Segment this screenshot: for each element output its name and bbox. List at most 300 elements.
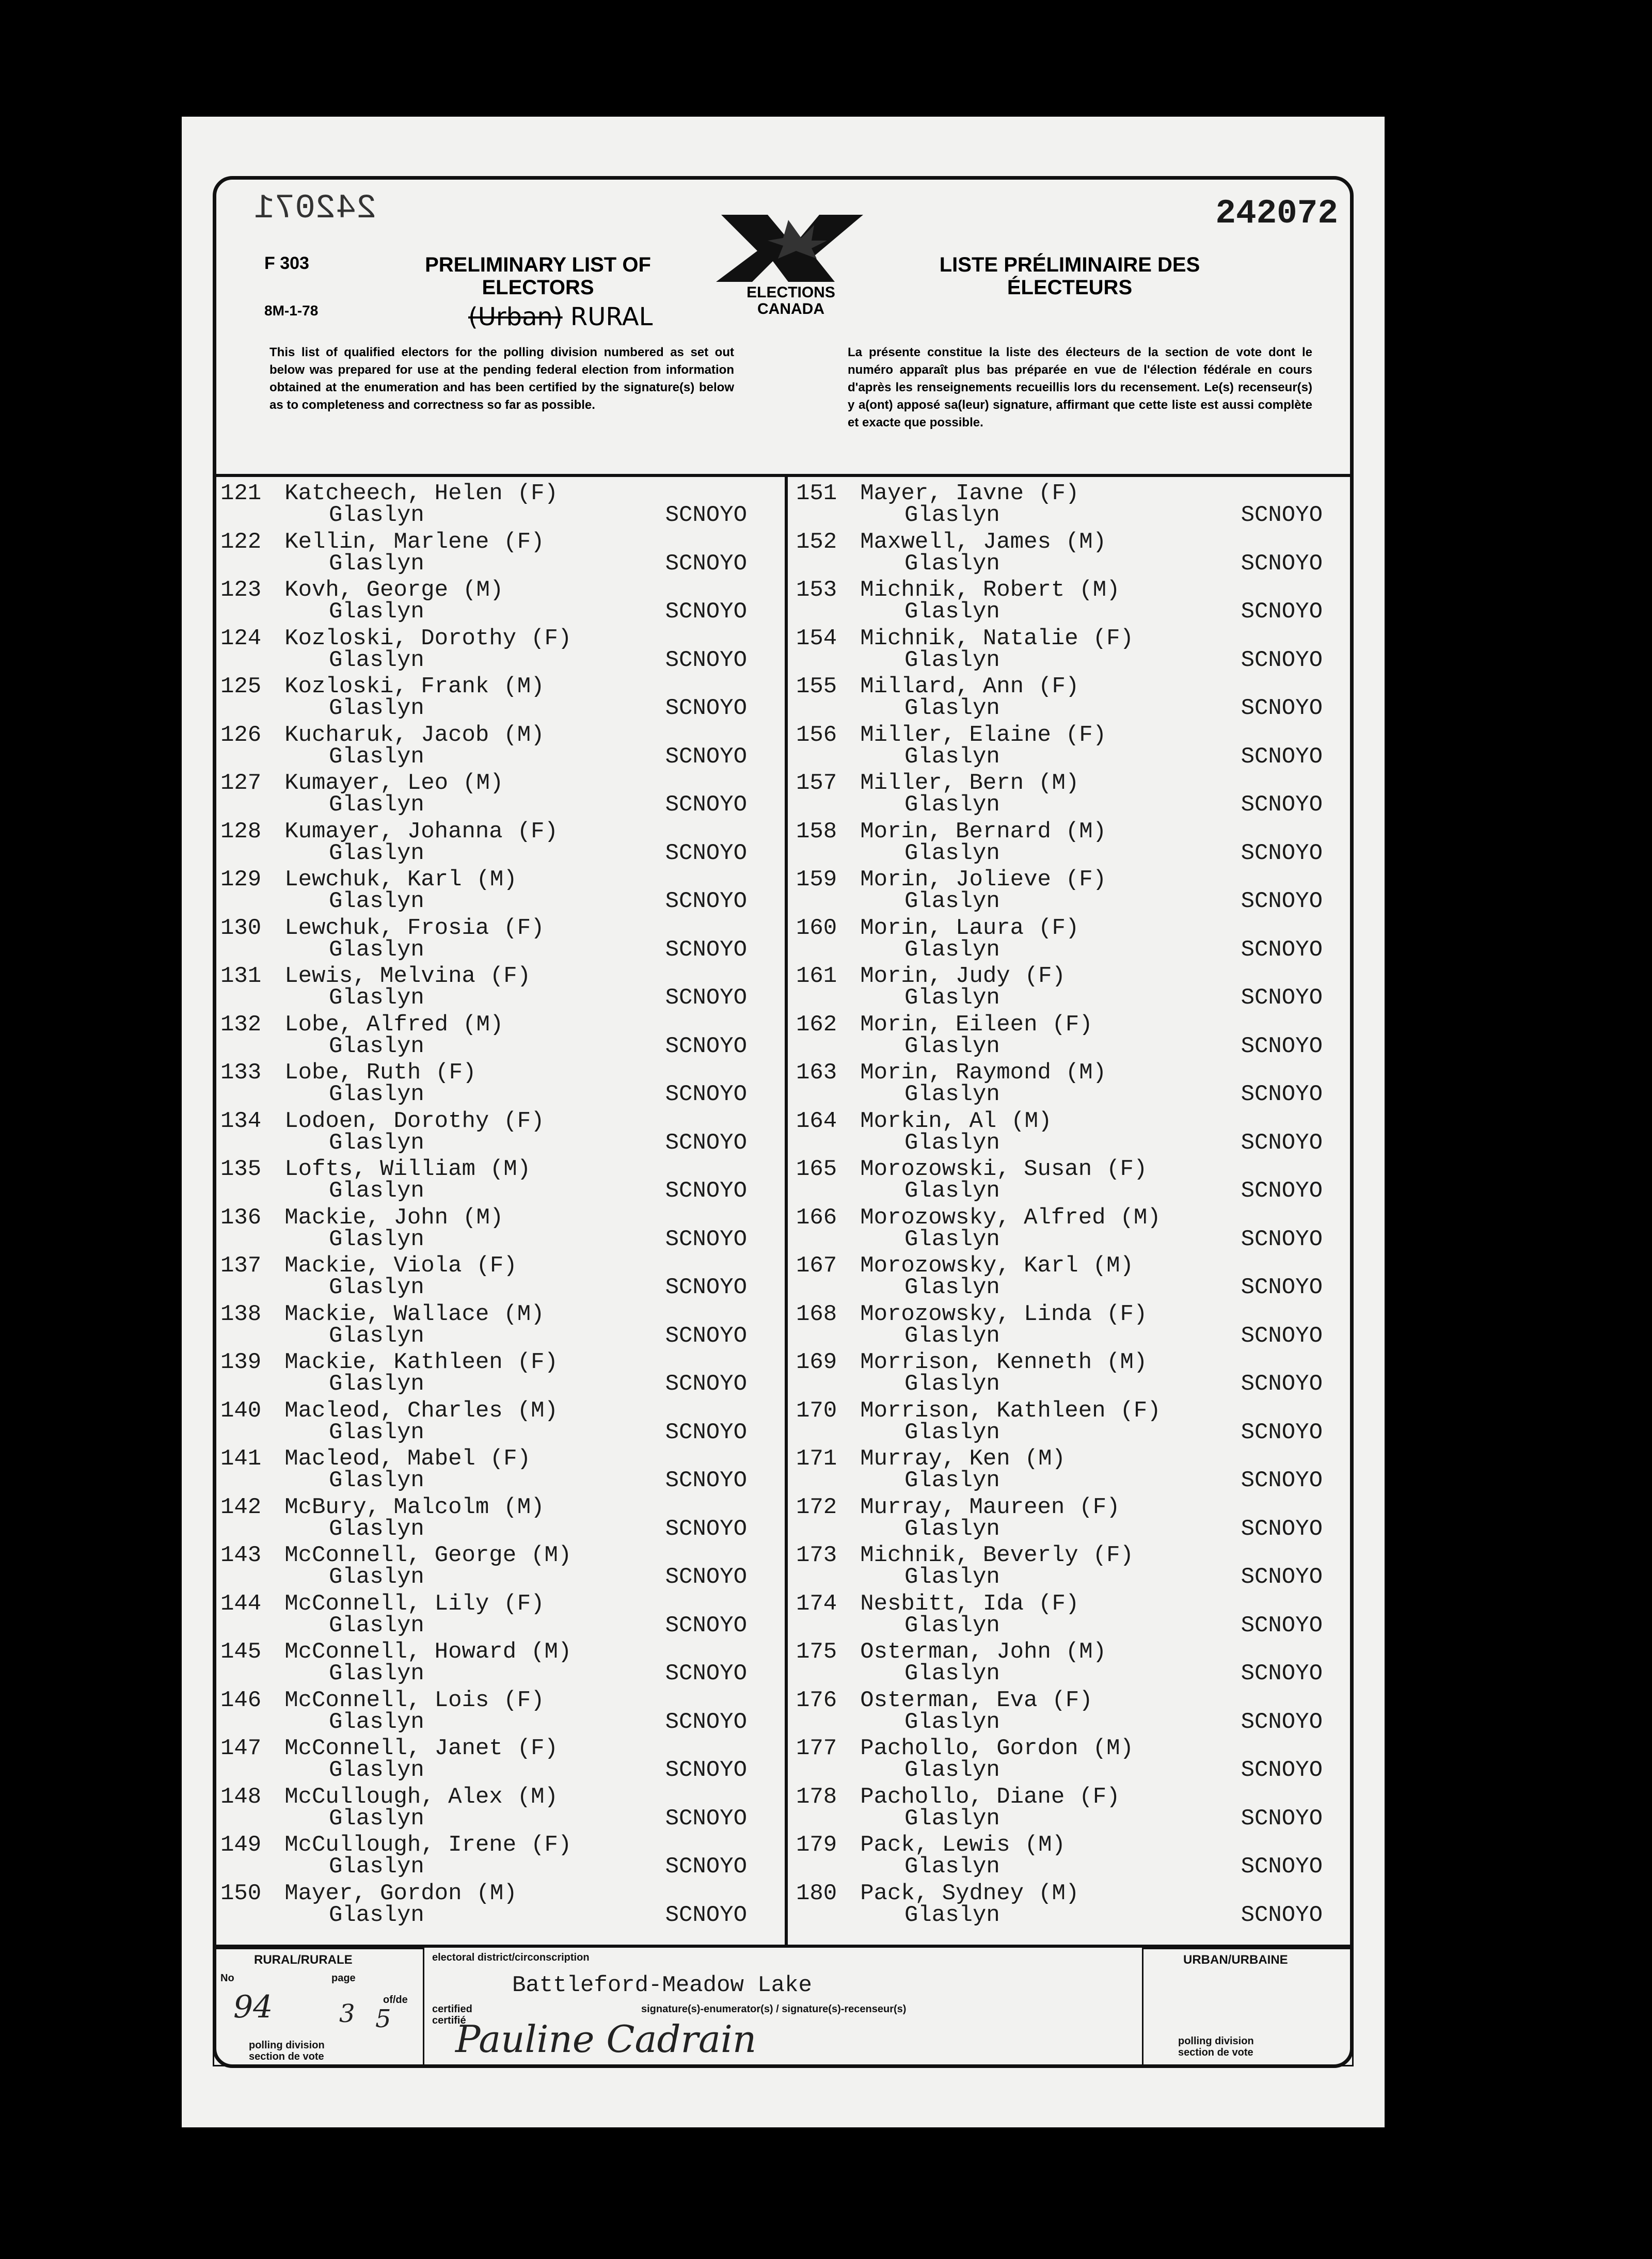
elector-entry	[220, 481, 778, 529]
elector-number: 131	[220, 963, 262, 989]
elector-code: SCNOYO	[665, 1516, 747, 1542]
elector-number: 175	[796, 1639, 837, 1665]
elector-code: SCNOYO	[1241, 1275, 1323, 1300]
elector-address: Glaslyn	[329, 550, 424, 577]
elector-sex: (F)	[517, 1349, 558, 1375]
elector-entry	[796, 867, 1354, 915]
elector-code: SCNOYO	[1241, 1371, 1323, 1397]
elector-number: 146	[220, 1687, 262, 1713]
elector-sex: (M)	[503, 722, 545, 748]
elector-sex: (F)	[435, 1060, 476, 1086]
elector-entry	[220, 1542, 778, 1591]
elector-code: SCNOYO	[665, 936, 747, 963]
elector-code: SCNOYO	[1241, 1081, 1323, 1107]
elector-number: 179	[796, 1832, 837, 1858]
elector-address: Glaslyn	[329, 1468, 424, 1493]
elector-entry	[220, 1832, 778, 1881]
elector-number: 124	[220, 625, 262, 651]
urban-label: URBAN/URBAINE	[1183, 1953, 1288, 1967]
elector-code: SCNOYO	[1241, 840, 1323, 866]
elector-code: SCNOYO	[665, 888, 747, 914]
elector-sex: (M)	[1024, 1832, 1066, 1858]
elector-name: Murray, Ken	[860, 1446, 1010, 1472]
elector-address: Glaslyn	[904, 1275, 1000, 1300]
enumerator-signature: Pauline Cadrain	[455, 2017, 757, 2061]
elector-sex: (F)	[489, 1446, 531, 1472]
intro-english: This list of qualified electors for the polling division numbered as set out below was prepared for use at the pending federal election from information obtained at the enumeration and has been certified by the signature(s) below as to completeness and correctness so far as possible.	[269, 345, 734, 412]
elector-address: Glaslyn	[329, 695, 424, 721]
elector-entry	[796, 626, 1354, 674]
elector-address: Glaslyn	[329, 1226, 424, 1252]
elector-entry	[220, 722, 778, 771]
elector-sex: (F)	[1092, 1542, 1134, 1568]
elector-name: Morozowsky, Alfred	[860, 1204, 1106, 1231]
elector-sex: (M)	[1079, 577, 1120, 603]
elector-entry	[220, 1012, 778, 1060]
elector-address: Glaslyn	[904, 550, 1000, 577]
elector-sex: (F)	[1106, 1301, 1148, 1327]
elector-number: 125	[220, 674, 262, 699]
elector-sex: (F)	[503, 1687, 545, 1713]
form-date-code: 8M-1-78	[264, 303, 319, 319]
elector-name: Maxwell, James	[860, 529, 1051, 555]
elector-address: Glaslyn	[329, 1564, 424, 1590]
electors-right-column	[796, 481, 1354, 1929]
elector-address: Glaslyn	[329, 1081, 424, 1107]
elector-entry	[796, 1012, 1354, 1060]
elector-address: Glaslyn	[904, 647, 1000, 673]
elector-address: Glaslyn	[329, 985, 424, 1011]
title-english: PRELIMINARY LIST OF ELECTORS	[425, 253, 651, 299]
column-divider	[785, 474, 788, 1948]
elector-code: SCNOYO	[1241, 1033, 1323, 1059]
elector-entry	[220, 915, 778, 964]
elector-name: Michnik, Beverly	[860, 1542, 1078, 1568]
elector-address: Glaslyn	[904, 1805, 1000, 1832]
elector-name: Lewchuk, Karl	[284, 867, 462, 893]
elector-sex: (M)	[1106, 1349, 1148, 1375]
page-label: page	[331, 1972, 356, 1984]
elector-address: Glaslyn	[329, 888, 424, 914]
elector-address: Glaslyn	[904, 1033, 1000, 1059]
elector-name: Lewis, Melvina	[284, 963, 475, 989]
elector-number: 180	[796, 1880, 837, 1906]
elector-sex: (M)	[1011, 1108, 1052, 1134]
elector-entry	[220, 1205, 778, 1253]
elector-entry	[796, 1591, 1354, 1640]
elector-entry	[220, 770, 778, 819]
elector-address: Glaslyn	[904, 1757, 1000, 1783]
polling-division-label: polling division section de vote	[249, 2040, 325, 2062]
elector-name: Kucharuk, Jacob	[284, 722, 489, 748]
poll-no-label: No	[220, 1972, 234, 1984]
elector-sex: (M)	[517, 1397, 558, 1424]
elector-code: SCNOYO	[665, 743, 747, 770]
elector-address: Glaslyn	[904, 1612, 1000, 1638]
elector-address: Glaslyn	[329, 1661, 424, 1687]
elector-number: 173	[796, 1542, 837, 1568]
elector-name: McConnell, Lily	[284, 1590, 489, 1617]
urban-struck-text: (Urban)	[468, 303, 563, 331]
district-label: electoral district/circonscription	[432, 1952, 590, 1963]
elector-entry	[796, 1301, 1354, 1350]
elector-number: 134	[220, 1108, 262, 1134]
elector-entry	[220, 1446, 778, 1494]
elector-code: SCNOYO	[665, 1854, 747, 1880]
elector-name: Morozowsky, Karl	[860, 1253, 1078, 1279]
elector-code: SCNOYO	[665, 1081, 747, 1107]
elector-name: Morin, Jolieve	[860, 867, 1051, 893]
elector-name: Lodoen, Dorothy	[284, 1108, 489, 1134]
elector-address: Glaslyn	[904, 1468, 1000, 1493]
elector-entry	[796, 915, 1354, 964]
elector-number: 170	[796, 1397, 837, 1424]
elector-entry	[220, 674, 778, 722]
elector-sex: (F)	[1079, 1494, 1120, 1520]
elector-number: 174	[796, 1590, 837, 1617]
elector-address: Glaslyn	[904, 1226, 1000, 1252]
elector-code: SCNOYO	[1241, 1323, 1323, 1349]
elector-code: SCNOYO	[1241, 1805, 1323, 1832]
elector-address: Glaslyn	[329, 1275, 424, 1300]
elector-sex: (F)	[1092, 625, 1134, 651]
intro-french: La présente constitue la liste des électeurs de la section de vote dont le numéro apparaît plus bas préparée en vue de l'élection fédérale en cours d'après les renseignements recueillis lors du recensement. Le(s) recenseur(s) y a(ont) apposé sa(leur) signature, affirmant que cette liste est aussi complète et exacte que possible.	[848, 345, 1312, 429]
elector-number: 165	[796, 1156, 837, 1182]
elector-code: SCNOYO	[1241, 888, 1323, 914]
elector-entry	[796, 819, 1354, 867]
elector-name: McBury, Malcolm	[284, 1494, 489, 1520]
elector-address: Glaslyn	[329, 1419, 424, 1445]
elector-code: SCNOYO	[665, 1419, 747, 1445]
elector-entry	[220, 626, 778, 674]
elector-number: 128	[220, 818, 262, 845]
elector-address: Glaslyn	[904, 1130, 1000, 1156]
elector-name: Morin, Laura	[860, 915, 1024, 941]
elector-number: 141	[220, 1446, 262, 1472]
elector-name: Pack, Sydney	[860, 1880, 1024, 1906]
elector-name: McConnell, Lois	[284, 1687, 489, 1713]
elector-address: Glaslyn	[904, 792, 1000, 818]
elector-name: Mackie, John	[284, 1204, 449, 1231]
district-value: Battleford-Meadow Lake	[512, 1972, 812, 1998]
elector-address: Glaslyn	[904, 888, 1000, 914]
elector-name: Kumayer, Leo	[284, 770, 449, 796]
elector-name: Kellin, Marlene	[284, 529, 489, 555]
elector-number: 149	[220, 1832, 262, 1858]
elector-code: SCNOYO	[1241, 1468, 1323, 1493]
elector-code: SCNOYO	[1241, 1564, 1323, 1590]
elector-address: Glaslyn	[329, 1178, 424, 1204]
elector-address: Glaslyn	[329, 792, 424, 818]
elector-number: 137	[220, 1253, 262, 1279]
elector-code: SCNOYO	[665, 550, 747, 577]
elector-name: Miller, Bern	[860, 770, 1024, 796]
elector-address: Glaslyn	[904, 1419, 1000, 1445]
elector-entry	[220, 1494, 778, 1543]
elector-sex: (F)	[1065, 867, 1107, 893]
elector-number: 150	[220, 1880, 262, 1906]
elector-number: 122	[220, 529, 262, 555]
elector-address: Glaslyn	[329, 1757, 424, 1783]
elector-sex: (F)	[503, 915, 545, 941]
elector-number: 172	[796, 1494, 837, 1520]
elector-entry	[796, 481, 1354, 529]
elector-code: SCNOYO	[665, 1323, 747, 1349]
elector-name: Osterman, John	[860, 1639, 1051, 1665]
elector-entry	[220, 1349, 778, 1398]
elector-name: Morin, Raymond	[860, 1060, 1051, 1086]
elector-code: SCNOYO	[1241, 1709, 1323, 1735]
elector-name: McConnell, George	[284, 1542, 517, 1568]
elector-name: Miller, Elaine	[860, 722, 1051, 748]
elector-sex: (M)	[1065, 818, 1107, 845]
of-label: of/de	[383, 1994, 408, 2006]
elector-entry	[220, 1639, 778, 1688]
form-footer	[213, 1948, 1354, 2066]
elector-code: SCNOYO	[1241, 1902, 1323, 1928]
elector-number: 166	[796, 1204, 837, 1231]
elector-number: 155	[796, 674, 837, 699]
elector-code: SCNOYO	[665, 792, 747, 818]
elector-name: Morin, Eileen	[860, 1011, 1038, 1038]
elector-number: 163	[796, 1060, 837, 1086]
elector-sex: (F)	[531, 625, 572, 651]
elector-address: Glaslyn	[329, 1612, 424, 1638]
elector-address: Glaslyn	[329, 743, 424, 770]
elector-name: Kumayer, Johanna	[284, 818, 503, 845]
elector-address: Glaslyn	[904, 1709, 1000, 1735]
elector-entry	[796, 1108, 1354, 1157]
serial-number-mirrored: 242071	[254, 189, 377, 228]
elector-number: 127	[220, 770, 262, 796]
elector-number: 157	[796, 770, 837, 796]
elector-entry	[796, 1494, 1354, 1543]
elector-sex: (M)	[489, 1156, 531, 1182]
elector-entry	[220, 867, 778, 915]
elector-code: SCNOYO	[665, 1661, 747, 1687]
elector-number: 145	[220, 1639, 262, 1665]
elector-code: SCNOYO	[665, 502, 747, 528]
elector-code: SCNOYO	[1241, 1130, 1323, 1156]
elector-code: SCNOYO	[665, 1033, 747, 1059]
elector-entry	[796, 1688, 1354, 1736]
elector-address: Glaslyn	[904, 1178, 1000, 1204]
elector-sex: (M)	[463, 770, 504, 796]
elector-number: 129	[220, 867, 262, 893]
elector-number: 148	[220, 1784, 262, 1810]
elector-number: 121	[220, 481, 262, 506]
elector-name: McConnell, Howard	[284, 1639, 517, 1665]
elector-name: Mackie, Kathleen	[284, 1349, 503, 1375]
elector-address: Glaslyn	[904, 695, 1000, 721]
elector-name: McConnell, Janet	[284, 1736, 503, 1761]
elector-entry	[796, 1639, 1354, 1688]
elector-sex: (M)	[1065, 529, 1107, 555]
elector-entry	[220, 1301, 778, 1350]
elector-entry	[220, 1156, 778, 1205]
elector-sex: (M)	[1120, 1204, 1161, 1231]
elector-number: 178	[796, 1784, 837, 1810]
elector-entry	[796, 1349, 1354, 1398]
elector-entry	[220, 1688, 778, 1736]
elector-sex: (M)	[531, 1639, 572, 1665]
elector-entry	[220, 1591, 778, 1640]
logo-text: ELECTIONS CANADA	[746, 284, 835, 317]
elector-code: SCNOYO	[665, 1371, 747, 1397]
elector-sex: (F)	[1038, 915, 1079, 941]
elector-sex: (F)	[1038, 481, 1079, 506]
elector-sex: (M)	[503, 674, 545, 699]
elector-number: 147	[220, 1736, 262, 1761]
elector-entry	[796, 770, 1354, 819]
document-page	[182, 117, 1385, 2127]
elector-address: Glaslyn	[904, 840, 1000, 866]
elector-entry	[796, 722, 1354, 771]
elector-entry	[796, 1542, 1354, 1591]
rural-label: RURAL/RURALE	[254, 1953, 353, 1967]
elector-code: SCNOYO	[1241, 550, 1323, 577]
elector-name: Michnik, Robert	[860, 577, 1065, 603]
elector-code: SCNOYO	[665, 1902, 747, 1928]
elector-code: SCNOYO	[1241, 743, 1323, 770]
elector-address: Glaslyn	[904, 985, 1000, 1011]
elector-address: Glaslyn	[904, 1371, 1000, 1397]
elector-address: Glaslyn	[904, 743, 1000, 770]
serial-number: 242072	[1215, 194, 1338, 233]
elector-entry	[220, 577, 778, 626]
urban-polling-division-label: polling division section de vote	[1178, 2035, 1254, 2058]
elector-sex: (M)	[503, 1494, 545, 1520]
elector-code: SCNOYO	[1241, 1661, 1323, 1687]
elector-code: SCNOYO	[665, 985, 747, 1011]
elector-code: SCNOYO	[1241, 1612, 1323, 1638]
elector-entry	[220, 1108, 778, 1157]
elector-sex: (M)	[1038, 770, 1079, 796]
elector-code: SCNOYO	[665, 1178, 747, 1204]
elector-code: SCNOYO	[1241, 1419, 1323, 1445]
elector-sex: (F)	[1065, 722, 1107, 748]
elector-name: Macleod, Charles	[284, 1397, 503, 1424]
elector-sex: (F)	[503, 529, 545, 555]
elector-code: SCNOYO	[665, 695, 747, 721]
elector-sex: (F)	[503, 1590, 545, 1617]
elector-sex: (F)	[1120, 1397, 1161, 1424]
elector-sex: (F)	[503, 1108, 545, 1134]
elector-number: 169	[796, 1349, 837, 1375]
elector-name: Pachollo, Gordon	[860, 1736, 1078, 1761]
elector-entry	[220, 819, 778, 867]
elector-entry	[796, 1832, 1354, 1881]
elector-sex: (F)	[1079, 1784, 1120, 1810]
elector-code: SCNOYO	[665, 1564, 747, 1590]
elector-sex: (F)	[517, 1736, 558, 1761]
elector-name: Lewchuk, Frosia	[284, 915, 489, 941]
elector-address: Glaslyn	[329, 1805, 424, 1832]
elector-entry	[220, 1736, 778, 1784]
elector-address: Glaslyn	[329, 1371, 424, 1397]
elector-entry	[796, 1253, 1354, 1301]
elector-address: Glaslyn	[329, 1323, 424, 1349]
elector-name: Macleod, Mabel	[284, 1446, 475, 1472]
electors-left-column	[220, 481, 778, 1929]
poll-number: 94	[233, 1989, 273, 2025]
elector-sex: (M)	[517, 1784, 558, 1810]
elector-number: 153	[796, 577, 837, 603]
elector-address: Glaslyn	[904, 1854, 1000, 1880]
elector-entry	[796, 1446, 1354, 1494]
elector-address: Glaslyn	[904, 1081, 1000, 1107]
elector-sex: (F)	[476, 1253, 517, 1279]
elector-entry	[220, 963, 778, 1012]
elector-code: SCNOYO	[1241, 1178, 1323, 1204]
elector-name: Lobe, Alfred	[284, 1011, 449, 1038]
elector-entry	[796, 674, 1354, 722]
elector-name: McCullough, Irene	[284, 1832, 517, 1858]
elector-sex: (F)	[1038, 674, 1079, 699]
elector-address: Glaslyn	[904, 1323, 1000, 1349]
elector-address: Glaslyn	[904, 1661, 1000, 1687]
elector-address: Glaslyn	[904, 936, 1000, 963]
elector-number: 126	[220, 722, 262, 748]
elector-sex: (F)	[517, 481, 558, 506]
elector-name: Murray, Maureen	[860, 1494, 1065, 1520]
elector-number: 161	[796, 963, 837, 989]
elector-code: SCNOYO	[665, 599, 747, 625]
elector-address: Glaslyn	[329, 840, 424, 866]
elector-address: Glaslyn	[329, 1902, 424, 1928]
elector-sex: (M)	[503, 1301, 545, 1327]
elector-number: 144	[220, 1590, 262, 1617]
elector-code: SCNOYO	[665, 1275, 747, 1300]
elector-number: 152	[796, 529, 837, 555]
elector-address: Glaslyn	[329, 647, 424, 673]
elector-number: 140	[220, 1397, 262, 1424]
signature-label: signature(s)-enumerator(s) / signature(s)-recenseur(s)	[641, 2003, 907, 2015]
elector-entry	[796, 1398, 1354, 1446]
elector-code: SCNOYO	[1241, 599, 1323, 625]
elector-number: 130	[220, 915, 262, 941]
elector-address: Glaslyn	[329, 599, 424, 625]
elector-sex: (M)	[463, 1204, 504, 1231]
elector-number: 177	[796, 1736, 837, 1761]
elector-address: Glaslyn	[329, 1854, 424, 1880]
elector-sex: (F)	[489, 963, 531, 989]
elector-name: Katcheech, Helen	[284, 481, 503, 506]
elector-name: Morin, Judy	[860, 963, 1010, 989]
elector-number: 164	[796, 1108, 837, 1134]
elector-entry	[796, 1736, 1354, 1784]
elector-code: SCNOYO	[1241, 936, 1323, 963]
elector-sex: (M)	[1065, 1639, 1107, 1665]
elector-name: Mayer, Iavne	[860, 481, 1024, 506]
elector-name: Morozowsky, Linda	[860, 1301, 1092, 1327]
elector-number: 159	[796, 867, 837, 893]
rural-handwritten-text: RURAL	[570, 303, 653, 331]
elector-code: SCNOYO	[665, 647, 747, 673]
elector-code: SCNOYO	[665, 1757, 747, 1783]
elector-name: Osterman, Eva	[860, 1687, 1038, 1713]
elector-sex: (F)	[1106, 1156, 1148, 1182]
elector-name: Pachollo, Diane	[860, 1784, 1065, 1810]
elector-code: SCNOYO	[665, 1130, 747, 1156]
page-total: 5	[375, 2005, 391, 2033]
elector-code: SCNOYO	[1241, 502, 1323, 528]
elector-sex: (M)	[476, 1880, 517, 1906]
elector-name: Michnik, Natalie	[860, 625, 1078, 651]
elector-sex: (M)	[463, 1011, 504, 1038]
elector-entry	[796, 1060, 1354, 1108]
elector-sex: (M)	[1065, 1060, 1107, 1086]
